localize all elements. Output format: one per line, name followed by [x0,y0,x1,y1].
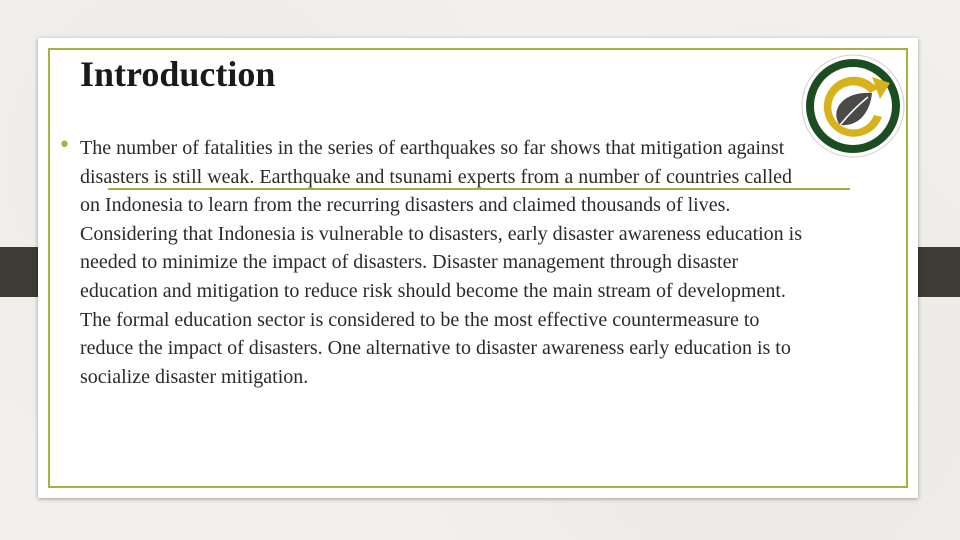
bullet-marker: • [58,133,71,158]
bullet-text: The number of fatalities in the series of earthquakes so far shows that mitigation against disasters is still weak. Earthquake and tsunami experts from a number of countries called on Indonesia to learn from the recurring disasters and claimed thousands of lives. Considering that Indonesia is vulnerable to disasters, early disaster awareness education is needed to minimize the impact of disasters. Disaster management through disaster education and mitigation to reduce risk should become the main stream of development. The formal education sector is considered to be the most effective countermeasure to reduce the impact of disasters. One alternative to disaster awareness early education is to socialize disaster mitigation. [80,137,803,388]
bullet-list [58,134,803,391]
bullet-item [58,134,803,391]
accent-divider-line [108,188,850,190]
slide-title: Introduction [80,54,276,94]
circular-leaf-logo-icon [800,53,906,159]
